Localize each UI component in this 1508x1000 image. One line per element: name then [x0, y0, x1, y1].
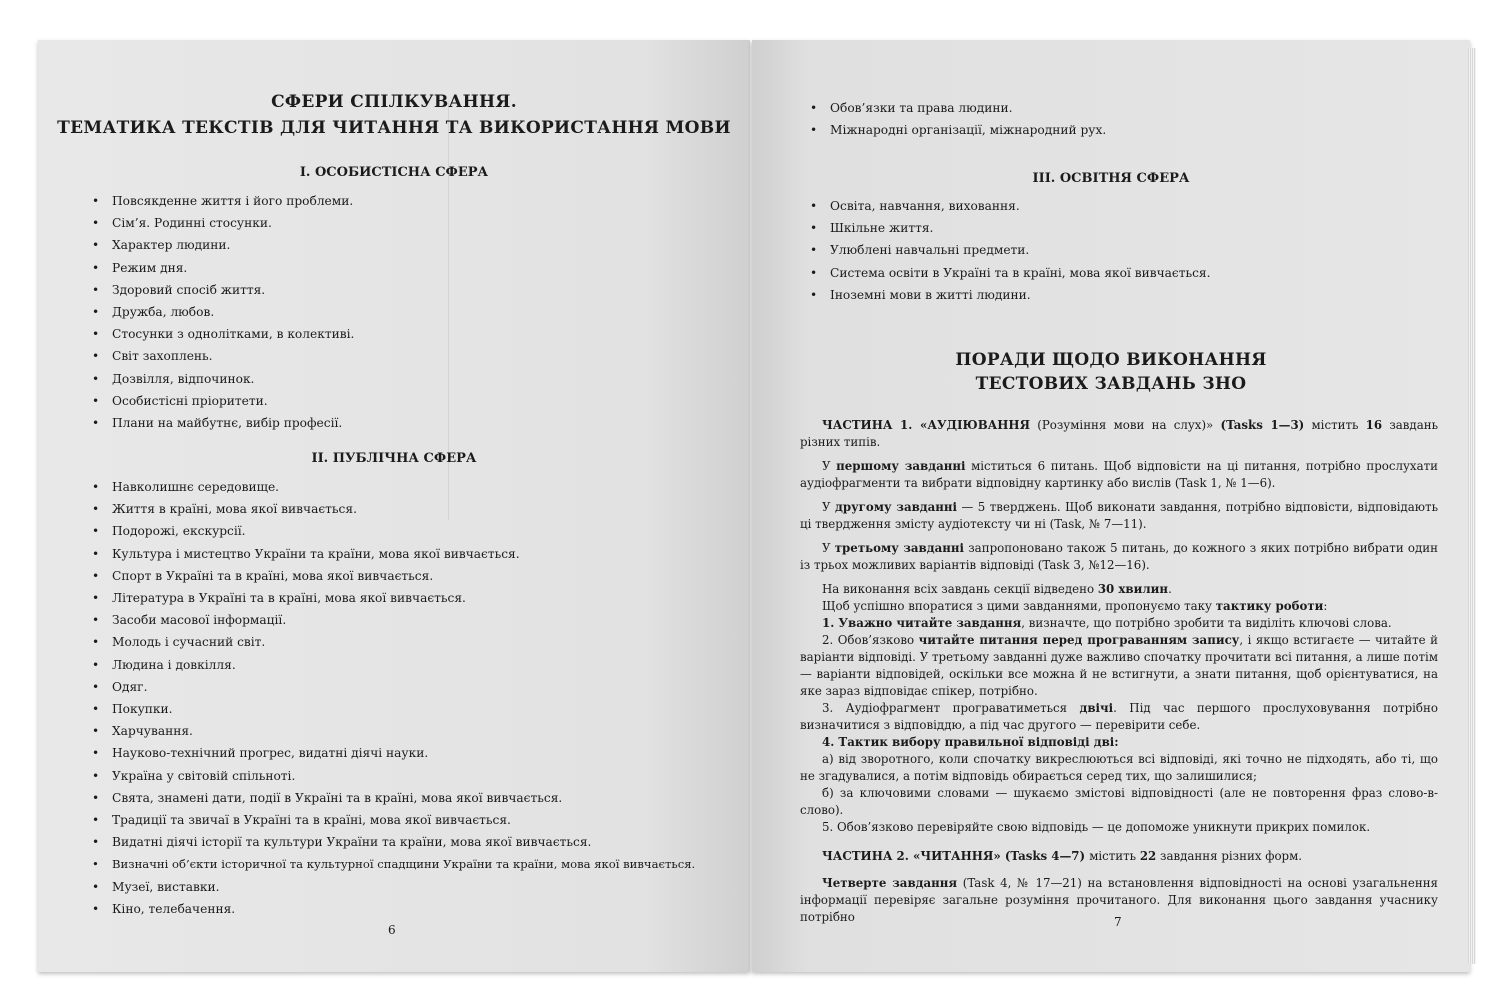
list-item: • Кіно, телебачення.: [78, 898, 695, 920]
emphasis: читайте питання перед програванням запису: [918, 633, 1240, 647]
tip-2: [800, 632, 1438, 700]
part1-text: містить: [1304, 418, 1366, 432]
tip-3: [800, 700, 1438, 734]
list-item: • Дозвілля, відпочинок.: [78, 368, 354, 390]
tactic-paragraph: [800, 598, 1438, 615]
list-item: • Навколишнє середовище.: [78, 476, 695, 498]
text: , і якщо встигаєте — читайте й варіанти відповіді. У третьому завданні дуже важливо спочатку прочитати всі питання, а лише потім — варіанти відповідей, оскільки все можна й не встигнути, а знати питання, щоб орієнтуватися, на яке зараз відповідає спікер, потрібно.: [800, 633, 1438, 698]
text: — 5 тверджень. Щоб виконати завдання, потрібно відповісти, відповідають ці твердження змісту аудіотексту чи ні (Task, № 7—11).: [800, 500, 1439, 531]
first-task-paragraph: [800, 458, 1438, 492]
list-item: • Система освіти в Україні та в країні, мова якої вивчається.: [796, 262, 1211, 284]
education-sphere-list: [796, 195, 1211, 306]
part1-count: 16: [1365, 418, 1383, 432]
public-sphere-list: [78, 476, 695, 920]
part1-label: ЧАСТИНА 1. «АУДІЮВАННЯ: [822, 418, 1030, 432]
list-item: • Спорт в Україні та в країні, мова якої вивчається.: [78, 565, 695, 587]
list-item: • Сім’я. Родинні стосунки.: [78, 212, 354, 234]
text: міститься 6 питань. Щоб відповісти на ці питання, потрібно прослухати аудіофрагменти та вибрати відповідну картинку або вислів (Task 1, № 1—6).: [800, 459, 1438, 490]
list-item: • Література в Україні та в країні, мова якої вивчається.: [78, 587, 695, 609]
right-page: [752, 40, 1470, 972]
text: 3. Аудіофрагмент програватиметься: [822, 701, 1080, 715]
emphasis: двічі: [1079, 701, 1114, 715]
section-heading-education: ІІІ. ОСВІТНЯ СФЕРА: [1032, 171, 1190, 186]
list-item: • Подорожі, екскурсії.: [78, 520, 695, 542]
list-item: • Режим дня.: [78, 257, 354, 279]
list-item: • Засоби масової інформації.: [78, 609, 695, 631]
list-item: • Обов’язки та права людини.: [796, 97, 1106, 119]
list-item: • Характер людини.: [78, 234, 354, 256]
list-item: • Особистісні пріоритети.: [78, 390, 354, 412]
text: На виконання всіх завдань секції відведено: [822, 582, 1098, 596]
emphasis: першому завданні: [836, 459, 966, 473]
emphasis: Четверте завдання: [822, 876, 958, 890]
left-title-block: [38, 92, 750, 138]
text: запропоновано також 5 питань, до кожного з яких потрібно вибрати один із трьох можливих варіантів відповіді (Task 3, №12—16).: [800, 541, 1439, 572]
list-item: • Повсякденне життя і його проблеми.: [78, 190, 354, 212]
list-item: • Одяг.: [78, 676, 695, 698]
part1-tasks: (Tasks 1—3): [1220, 418, 1305, 432]
text: 2. Обов’язково: [822, 633, 919, 647]
text: містить: [1089, 849, 1140, 863]
list-item: • Дружба, любов.: [78, 301, 354, 323]
text: Щоб успішно впоратися з цими завданнями, пропонуємо таку: [822, 599, 1216, 613]
list-item: • Покупки.: [78, 698, 695, 720]
list-item: • Науково-технічний прогрес, видатні діячі науки.: [78, 742, 695, 764]
list-item: • Традиції та звичаї в Україні та в країні, мова якої вивчається.: [78, 809, 695, 831]
list-item: • Світ захоплень.: [78, 345, 354, 367]
text: У: [822, 459, 837, 473]
page-title-line2: ТЕМАТИКА ТЕКСТІВ ДЛЯ ЧИТАННЯ ТА ВИКОРИСТАННЯ МОВИ: [57, 118, 731, 138]
tip-4: [800, 734, 1438, 751]
list-item: • Шкільне життя.: [796, 217, 1211, 239]
list-item: • Плани на майбутнє, вибір професії.: [78, 412, 354, 434]
tips-body: [800, 417, 1438, 926]
tips-title-line1: ПОРАДИ ЩОДО ВИКОНАННЯ: [955, 350, 1267, 370]
emphasis: 30 хвилин: [1097, 582, 1169, 596]
text: , визначте, що потрібно зробити та виділіть ключові слова.: [1021, 616, 1392, 630]
page-edges: [1468, 48, 1476, 964]
tip-5: 5. Обов’язково перевіряйте свою відповідь — це допоможе уникнути прикрих помилок.: [822, 820, 1371, 834]
emphasis: третьому завданні: [834, 541, 965, 555]
left-page: [38, 40, 750, 972]
list-item: • Молодь і сучасний світ.: [78, 631, 695, 653]
tip-1: [800, 615, 1438, 632]
emphasis: тактику роботи: [1215, 599, 1324, 613]
list-item: • Улюблені навчальні предмети.: [796, 239, 1211, 261]
page-number: 7: [1114, 915, 1122, 929]
list-item: • Людина і довкілля.: [78, 654, 695, 676]
list-item: • Визначні об’єкти історичної та культурної спадщини України та країни, мова якої вивчається.: [78, 853, 695, 875]
list-item: • Культура і мистецтво України та країни, мова якої вивчається.: [78, 543, 695, 565]
part2-count: 22: [1139, 849, 1157, 863]
list-item: • Стосунки з однолітками, в колективі.: [78, 323, 354, 345]
tips-title-line2: ТЕСТОВИХ ЗАВДАНЬ ЗНО: [975, 374, 1247, 394]
text: (Task 4, № 17—21) на встановлення відповідності на основі узагальнення інформації перевіряє загальне розуміння прочитаного. Для виконання цього завдання учаснику потрібно: [800, 876, 1439, 924]
second-task-paragraph: [800, 499, 1438, 533]
list-item: • Україна у світовій спільноті.: [78, 765, 695, 787]
tip-4a: а) від зворотного, коли спочатку викреслюються всі відповіді, які точно не підходять, або ті, що не згадувалися, а потім відповідь обирається серед тих, що залишилися;: [800, 752, 1438, 783]
part2-tasks: (Tasks 4—7): [1000, 849, 1090, 863]
emphasis: 1. Уважно читайте завдання: [822, 616, 1022, 630]
list-item: • Здоровий спосіб життя.: [78, 279, 354, 301]
list-item: • Освіта, навчання, виховання.: [796, 195, 1211, 217]
text: завдання різних форм.: [1156, 849, 1303, 863]
page-title-line1: СФЕРИ СПІЛКУВАННЯ.: [271, 92, 517, 112]
text: У: [822, 500, 836, 514]
time-paragraph: [800, 581, 1438, 598]
list-item: • Життя в країні, мова якої вивчається.: [78, 498, 695, 520]
section-heading-personal: І. ОСОБИСТІСНА СФЕРА: [299, 165, 489, 180]
text: .: [1168, 582, 1172, 596]
part1-intro: [800, 417, 1438, 451]
text: :: [1323, 599, 1328, 613]
emphasis: другому завданні: [835, 500, 958, 514]
public-sphere-list-continued: [796, 97, 1106, 141]
list-item: • Іноземні мови в житті людини.: [796, 284, 1211, 306]
part1-text: (Розуміння мови на слух)»: [1029, 418, 1221, 432]
list-item: • Харчування.: [78, 720, 695, 742]
part2-intro: [800, 848, 1438, 865]
part1-text: завдань різних типів.: [800, 418, 1439, 449]
list-item: • Свята, знамені дати, події в Україні та в країні, мова якої вивчається.: [78, 787, 695, 809]
part2-label: ЧАСТИНА 2. «ЧИТАННЯ»: [822, 849, 1001, 863]
third-task-paragraph: [800, 540, 1438, 574]
tips-title-block: [752, 350, 1470, 394]
text: . Під час першого прослуховування потрібно визначитися з відповіддю, а під час другого — перевірити себе.: [800, 701, 1438, 732]
tip-4b: б) за ключовими словами — шукаємо змістові відповідності (але не повторення фраз слово-в-слово).: [800, 786, 1438, 817]
section-heading-public: ІІ. ПУБЛІЧНА СФЕРА: [311, 451, 477, 466]
emphasis: 4. Тактик вибору правильної відповіді дві:: [822, 735, 1119, 749]
list-item: • Видатні діячі історії та культури України та країни, мова якої вивчається.: [78, 831, 695, 853]
list-item: • Музеї, виставки.: [78, 876, 695, 898]
personal-sphere-list: [78, 190, 354, 434]
page-number: 6: [388, 923, 396, 937]
list-item: • Міжнародні організації, міжнародний рух.: [796, 119, 1106, 141]
text: У: [822, 541, 835, 555]
